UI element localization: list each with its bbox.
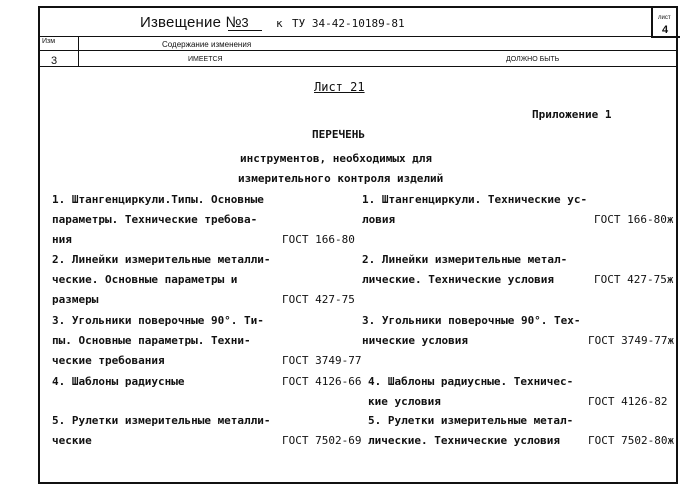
right-item-4-line-1: 4. Шаблоны радиусные. Техничес- [368,375,574,388]
left-item-4-gost: ГОСТ 4126-66 [282,375,362,388]
right-item-1-gost: ГОСТ 166-80ж [594,213,674,226]
list-subtitle-2: измерительного контроля изделий [238,172,444,185]
left-item-2-line-1: 2. Линейки измерительные металли- [52,253,271,266]
header-divider-top [38,36,678,37]
right-item-3-line-2: нические условия [362,334,468,347]
left-item-5-line-1: 5. Рулетки измерительные металли- [52,414,271,427]
left-item-1-line-3: ния [52,233,72,246]
left-item-3-line-2: пы. Основные параметры. Техни- [52,334,251,347]
notice-number: 3 [228,16,262,31]
right-item-5-line-2: лические. Технические условия [368,434,561,447]
left-item-5-gost: ГОСТ 7502-69 [282,434,362,447]
left-item-2-line-2: ческие. Основные параметры и [52,273,238,286]
sheet-number: 4 [662,24,669,36]
header-divider-bottom [38,66,678,67]
list-subtitle-1: инструментов, необходимых для [240,152,433,165]
should-be-label: ДОЛЖНО БЫТЬ [506,56,560,63]
left-item-2-gost: ГОСТ 427-75 [282,293,355,306]
header-divider-mid [38,50,678,51]
right-item-5-gost: ГОСТ 7502-80ж [588,434,675,447]
right-item-1-line-1: 1. Штангенциркули. Технические ус- [362,193,588,206]
right-item-4-line-2: кие условия [368,395,441,408]
left-item-4-line-1: 4. Шаблоны радиусные [52,375,185,388]
sheet-label: лист [658,15,671,21]
exists-label: ИМЕЕТСЯ [188,56,223,63]
list-title: ПЕРЕЧЕНЬ [312,128,365,141]
left-item-3-gost: ГОСТ 3749-77 [282,354,362,367]
right-item-4-gost: ГОСТ 4126-82 [588,395,668,408]
content-label: Содержание изменения [162,40,252,49]
sheet-ref: Лист 21 [314,80,365,94]
left-item-3-line-1: 3. Угольники поверочные 90°. Ти- [52,314,264,327]
right-item-1-line-2: ловия [362,213,396,226]
left-item-5-line-2: ческие [52,434,92,447]
right-item-2-line-1: 2. Линейки измерительные метал- [362,253,568,266]
right-item-2-gost: ГОСТ 427-75ж [594,273,674,286]
izm-value: 3 [51,55,58,67]
izm-label: Изм [42,38,56,45]
notice-title: Извещение № [140,14,242,31]
left-item-2-line-3: размеры [52,293,99,306]
izm-col-divider [78,36,79,66]
appendix-label: Приложение 1 [532,108,612,121]
document-frame [38,6,678,484]
left-item-3-line-3: ческие требования [52,354,165,367]
tu-number: ТУ 34-42-10189-81 [292,17,405,30]
right-item-3-line-1: 3. Угольники поверочные 90°. Тех- [362,314,581,327]
right-item-5-line-1: 5. Рулетки измерительные метал- [368,414,574,427]
notice-k: к [276,17,283,30]
right-item-2-line-2: лические. Технические условия [362,273,555,286]
left-item-1-gost: ГОСТ 166-80 [282,233,355,246]
left-item-1-line-1: 1. Штангенциркули.Типы. Основные [52,193,264,206]
right-item-3-gost: ГОСТ 3749-77ж [588,334,675,347]
left-item-1-line-2: параметры. Технические требова- [52,213,258,226]
